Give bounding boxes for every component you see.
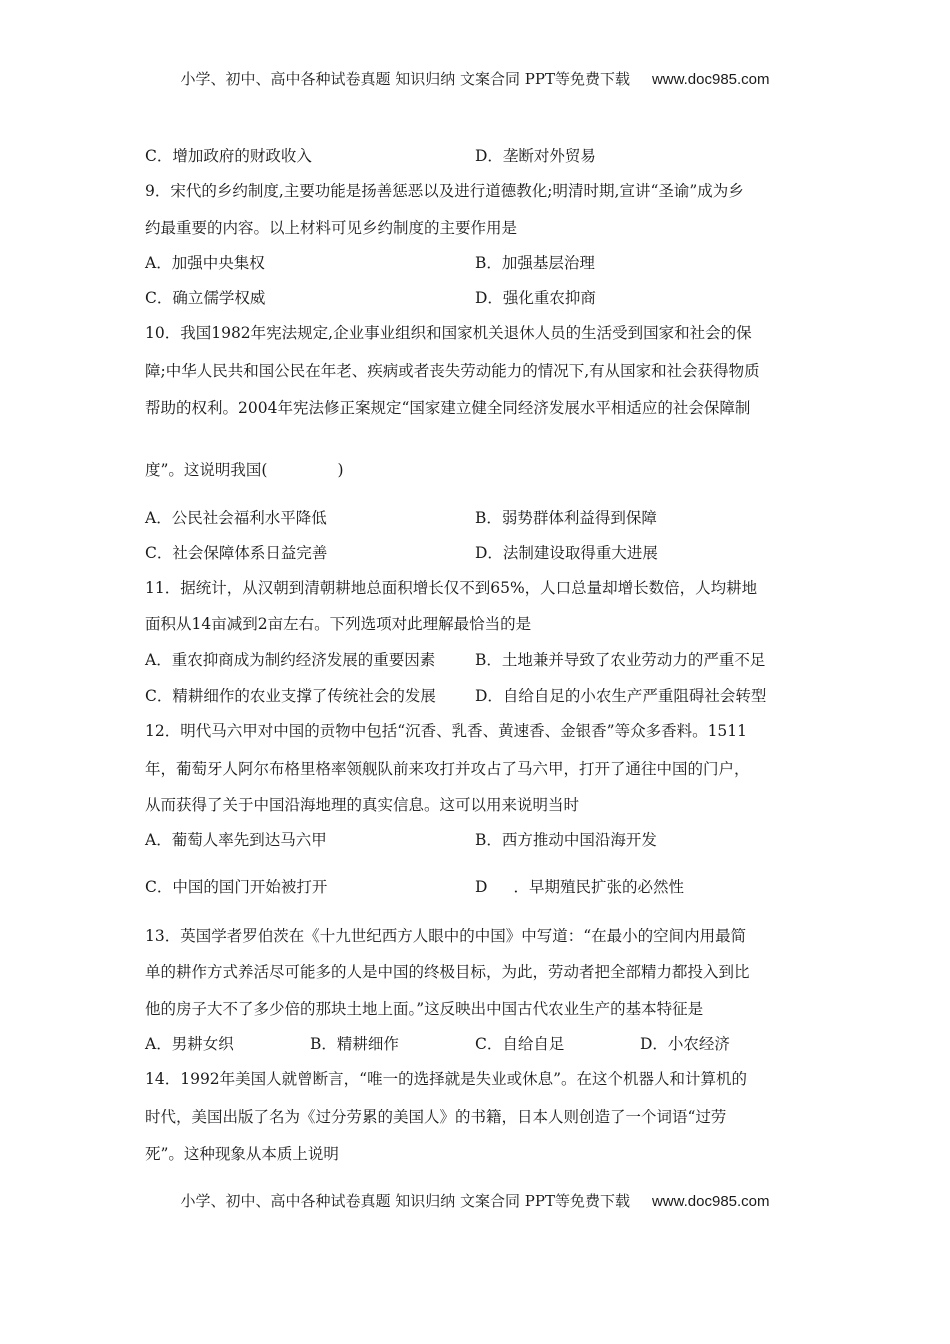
header-site-link[interactable]: www.doc985.com [651, 71, 770, 88]
q11-option-d: D．自给自足的小农生产严重阻碍社会转型 [475, 687, 767, 705]
header-text: 小学、初中、高中各种试卷真题 知识归纳 文案合同 PPT等免费下载 [180, 70, 630, 88]
q11-option-c: C．精耕细作的农业支撑了传统社会的发展 [145, 687, 436, 705]
q9-stem-line-2: 约最重要的内容。以上材料可见乡约制度的主要作用是 [145, 219, 518, 237]
q11-stem-line-2: 面积从14亩减到2亩左右。下列选项对此理解最恰当的是 [145, 615, 532, 633]
q11-option-b: B．土地兼并导致了农业劳动力的严重不足 [475, 651, 766, 669]
q12-option-d [475, 877, 684, 897]
q10-option-a: A．公民社会福利水平降低 [145, 509, 327, 527]
footer-site-link[interactable]: www.doc985.com [651, 1193, 770, 1210]
q12-option-b: B．西方推动中国沿海开发 [475, 831, 657, 849]
q13-stem-line-1: 13．英国学者罗伯茨在《十九世纪西方人眼中的中国》中写道：“在最小的空间内用最简 [145, 927, 747, 945]
q8-option-d: D．垄断对外贸易 [475, 147, 596, 165]
q11-stem-line-1: 11．据统计，从汉朝到清朝耕地总面积增长仅不到65%，人口总量却增长数倍，人均耕地 [145, 579, 758, 597]
q13-option-d: D．小农经济 [640, 1035, 730, 1053]
q9-stem-line-1: 9．宋代的乡约制度,主要功能是扬善惩恶以及进行道德教化;明清时期,宣讲“圣谕”成为乡 [145, 182, 744, 200]
q14-stem-line-1: 14．1992年美国人就曾断言，“唯一的选择就是失业或休息”。在这个机器人和计算机的 [145, 1070, 748, 1088]
q10-stem-line-1: 10．我国1982年宪法规定,企业事业组织和国家机关退休人员的生活受到国家和社会的保 [145, 324, 752, 342]
footer-text: 小学、初中、高中各种试卷真题 知识归纳 文案合同 PPT等免费下载 [180, 1192, 630, 1210]
q13-option-b: B．精耕细作 [310, 1035, 399, 1053]
q14-stem-line-3: 死”。这种现象从本质上说明 [145, 1145, 339, 1163]
q9-option-c: C．确立儒学权威 [145, 289, 266, 307]
q10-stem-line-2: 障;中华人民共和国公民在年老、疾病或者丧失劳动能力的情况下,有从国家和社会获得物质 [145, 362, 760, 380]
q13-stem-line-2: 单的耕作方式养活尽可能多的人是中国的终极目标，为此，劳动者把全部精力都投入到比 [145, 963, 750, 981]
page-header [0, 68, 950, 89]
q10-option-c: C．社会保障体系日益完善 [145, 544, 328, 562]
q12-option-a: A．葡萄人率先到达马六甲 [145, 831, 327, 849]
q10-stem-line-3: 帮助的权利。2004年宪法修正案规定“国家建立健全同经济发展水平相适应的社会保障制 [145, 399, 751, 417]
q11-option-a: A．重农抑商成为制约经济发展的重要因素 [145, 651, 436, 669]
q9-option-b: B．加强基层治理 [475, 254, 595, 272]
q14-stem-line-2: 时代，美国出版了名为《过分劳累的美国人》的书籍，日本人则创造了一个词语“过劳 [145, 1108, 727, 1126]
q9-option-d: D．强化重农抑商 [475, 289, 596, 307]
q13-option-c: C．自给自足 [475, 1035, 565, 1053]
q9-option-a: A．加强中央集权 [145, 254, 265, 272]
q10-stem-text: 度”。这说明我国( [145, 461, 268, 479]
q12-stem-line-2: 年，葡萄牙人阿尔布格里格率领舰队前来攻打并攻占了马六甲，打开了通往中国的门户， [145, 760, 750, 778]
q10-stem-close: ) [337, 461, 344, 479]
q12-option-d-text: ．早期殖民扩张的必然性 [513, 878, 684, 896]
q13-option-a: A．男耕女织 [145, 1035, 234, 1053]
page-footer [0, 1190, 950, 1211]
q10-option-b: B．弱势群体利益得到保障 [475, 509, 657, 527]
q12-option-c: C．中国的国门开始被打开 [145, 878, 328, 896]
q12-stem-line-3: 从而获得了关于中国沿海地理的真实信息。这可以用来说明当时 [145, 796, 580, 814]
q8-option-c: C．增加政府的财政收入 [145, 147, 312, 165]
q13-stem-line-3: 他的房子大不了多少倍的那块土地上面。”这反映出中国古代农业生产的基本特征是 [145, 1000, 704, 1018]
q12-option-d-letter: D [475, 878, 488, 896]
q10-stem-line-4 [145, 460, 344, 480]
q10-option-d: D．法制建设取得重大进展 [475, 544, 658, 562]
q12-stem-line-1: 12．明代马六甲对中国的贡物中包括“沉香、乳香、黄速香、金银香”等众多香料。1511 [145, 722, 748, 740]
